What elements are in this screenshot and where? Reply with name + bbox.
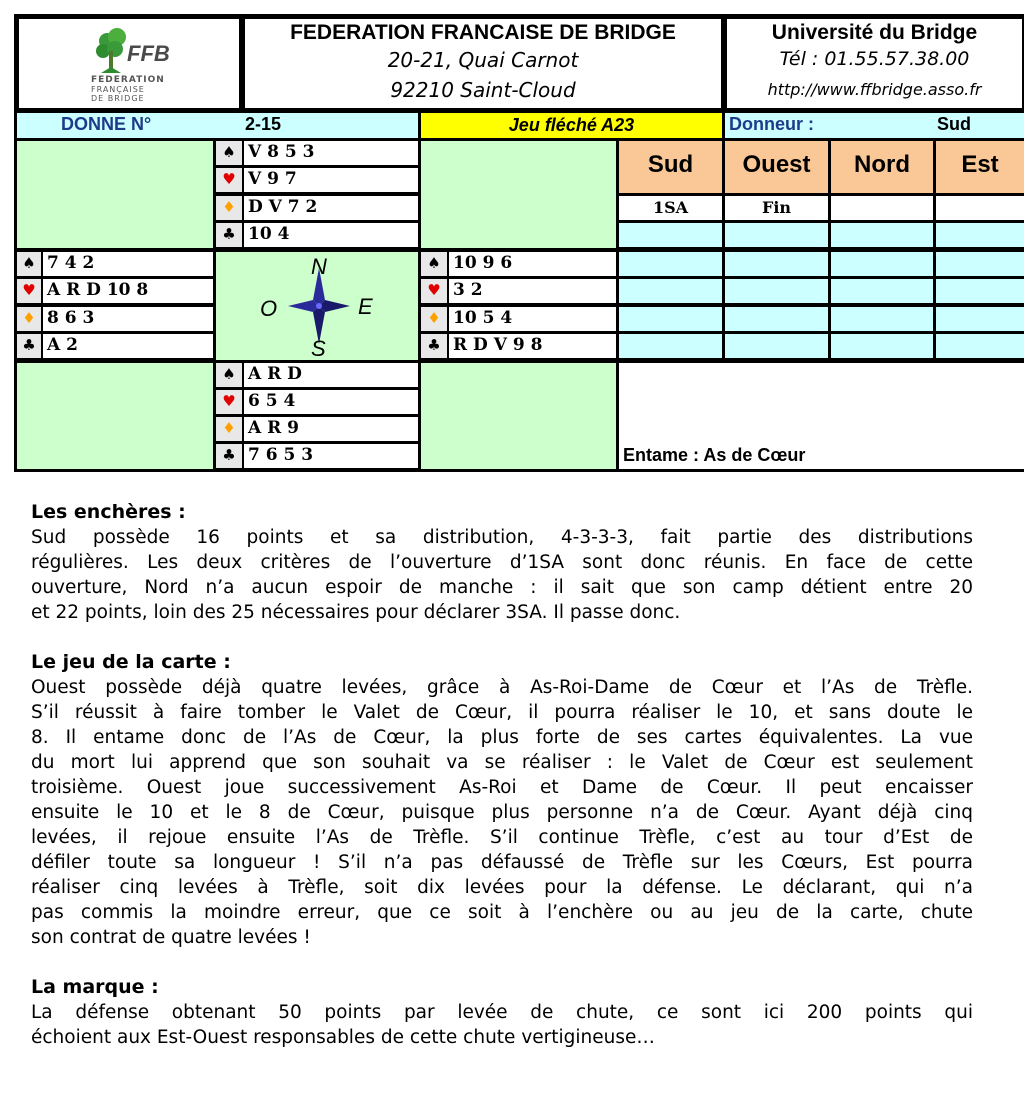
south-diamonds: A R 9 [244, 417, 418, 441]
west-heart-icon: ♥ [17, 279, 41, 303]
section-line: ensuite le 10 et le 8 de Cœur, puisque plus personne n’a de Cœur. Ayant déjà cinq [31, 802, 973, 823]
east-club-icon: ♣ [421, 334, 447, 358]
compass-o: O [260, 296, 278, 321]
logo-text: FFB [127, 41, 170, 66]
address-line1: 20-21, Quai Carnot [387, 48, 579, 72]
section-line: ouverture, Nord n’a aucun espoir de manche : il sait que son camp détient entre 20 [31, 577, 973, 598]
north-club-icon: ♣ [216, 223, 242, 247]
bid-cell-ouest [725, 223, 828, 247]
section-line: pas commis la moindre erreur, que ce soit à l’enchère ou au jeu de la carte, chute [31, 902, 973, 923]
compass-s: S [311, 336, 326, 361]
section-line: régulières. Les deux critères de l’ouverture d’1SA sont donc réunis. En face de cette [31, 552, 973, 573]
deal-title: Jeu fléché A23 [508, 115, 635, 135]
deal-title-cell [421, 113, 722, 138]
bid-cell-est [936, 196, 1024, 220]
bid-cell-sud [619, 223, 722, 247]
west-spade-icon: ♠ [17, 252, 41, 276]
north-diamond-icon: ♦ [216, 196, 242, 220]
north-spade-icon: ♠ [216, 141, 242, 165]
donne-label-cell [17, 113, 418, 138]
corner-sw [17, 363, 213, 469]
north-diamonds: D V 7 2 [244, 196, 418, 220]
east-heart-icon: ♥ [421, 279, 447, 303]
north-heart-icon: ♥ [216, 168, 242, 192]
corner-se [421, 363, 616, 469]
section-line: Sud possède 16 points et sa distribution, 4-3-3-3, fait partie des distributions [31, 527, 973, 548]
east-spade-icon: ♠ [421, 252, 447, 276]
section-line: S’il réussit à faire tomber le Valet de Cœur, il pourra réaliser le 10, et sans doute le [31, 702, 973, 723]
bid-cell-est [936, 334, 1024, 358]
south-clubs: 7 6 5 3 [244, 444, 418, 468]
south-club-icon: ♣ [216, 444, 242, 468]
section-bidding [31, 500, 973, 625]
section-heading: Les enchères : [31, 501, 186, 523]
section-line: La défense obtenant 50 points par levée de chute, ce sont ici 200 points qui [31, 1002, 973, 1023]
federation-cell [243, 17, 723, 110]
east-spades: 10 9 6 [449, 252, 616, 276]
bid-cell-sud [619, 307, 722, 331]
section-line: et 22 points, loin des 25 nécessaires pour déclarer 3SA. Il passe donc. [31, 602, 681, 623]
dealer-cell [725, 113, 1024, 138]
bid-cell-nord [831, 279, 933, 303]
bid-cell-sud [619, 252, 722, 276]
opening-lead: Entame : As de Cœur [623, 445, 806, 465]
section-heading: La marque : [31, 976, 159, 998]
bid-cell-ouest: Fin [725, 196, 828, 220]
south-diamond-icon: ♦ [216, 417, 242, 441]
bid-cell-est [936, 307, 1024, 331]
commentary [31, 500, 973, 1050]
section-line: Ouest possède déjà quatre levées, grâce à As-Roi-Dame de Cœur et l’As de Trèfle. [31, 677, 973, 698]
west-hearts: A R D 10 8 [43, 279, 213, 303]
section-line: 8. Il entame donc de l’As de Cœur, la plus forte de ses cartes équivalentes. La vue [31, 727, 973, 748]
west-diamond-icon: ♦ [17, 307, 41, 331]
address-line2: 92210 Saint-Cloud [390, 78, 576, 102]
east-diamond-icon: ♦ [421, 307, 447, 331]
federation-title: FEDERATION FRANCAISE DE BRIDGE [290, 21, 676, 44]
bid-cell-ouest [725, 252, 828, 276]
bid-cell-nord [831, 307, 933, 331]
bid-cell-est [936, 223, 1024, 247]
logo-sub-1: FEDERATION [91, 75, 165, 85]
corner-nw [17, 141, 213, 248]
university-cell [725, 17, 1024, 110]
bid-cell-est [936, 252, 1024, 276]
logo-sub-2: FRANÇAISE [91, 85, 145, 94]
bid-cell-sud: 1SA [619, 196, 722, 220]
lead-cell [619, 363, 1024, 469]
south-hearts: 6 5 4 [244, 390, 418, 414]
bid-cell-ouest [725, 279, 828, 303]
phone: Tél : 01.55.57.38.00 [779, 48, 970, 70]
bid-cell-est [936, 279, 1024, 303]
south-heart-icon: ♥ [216, 390, 242, 414]
west-spades: 7 4 2 [43, 252, 213, 276]
north-spades: V 8 5 3 [244, 141, 418, 165]
east-hearts: 3 2 [449, 279, 616, 303]
compass-e: E [358, 294, 373, 319]
university-name: Université du Bridge [771, 21, 978, 44]
bid-header-est: Est [936, 141, 1024, 193]
section-play [31, 650, 973, 950]
bid-cell-nord [831, 196, 933, 220]
logo-sub-3: DE BRIDGE [91, 94, 145, 103]
bid-cell-nord [831, 334, 933, 358]
donne-label: DONNE N° [61, 114, 152, 134]
west-diamonds: 8 6 3 [43, 307, 213, 331]
compass-n: N [311, 254, 327, 279]
website: http://www.ffbridge.asso.fr [767, 80, 982, 99]
logo-cell [17, 17, 241, 110]
section-line: défiler toute sa longueur ! S’il n’a pas défaussé de Trèfle sur les Cœurs, Est pourra [31, 852, 973, 873]
bid-cell-nord [831, 223, 933, 247]
section-line: échoient aux Est-Ouest responsables de cette chute vertigineuse… [31, 1027, 655, 1048]
dealer-value: Sud [937, 114, 971, 134]
section-line: levées, il rejoue ensuite l’As de Trèfle. S’il continue Trèfle, c’est au tour d’Est de [31, 827, 973, 848]
compass-box [216, 252, 418, 360]
bid-cell-ouest [725, 334, 828, 358]
bid-header-sud: Sud [619, 141, 722, 193]
bid-header-ouest: Ouest [725, 141, 828, 193]
north-hearts: V 9 7 [244, 168, 418, 192]
west-clubs: A 2 [43, 334, 213, 358]
corner-ne [421, 141, 616, 248]
south-spade-icon: ♠ [216, 363, 242, 387]
east-clubs: R D V 9 8 [449, 334, 616, 358]
bid-cell-ouest [725, 307, 828, 331]
section-line: son contrat de quatre levées ! [31, 927, 311, 948]
dealer-label: Donneur : [729, 114, 814, 134]
bid-cell-sud [619, 279, 722, 303]
section-line: réaliser cinq levées à Trèfle, soit dix levées pour la défense. Le déclarant, qui n’a [31, 877, 973, 898]
bid-cell-nord [831, 252, 933, 276]
section-line: du mort lui apprend que son souhait va se réaliser : le Valet de Cœur est seulement [31, 752, 973, 773]
section-line: troisième. Ouest joue successivement As-Roi et Dame de Cœur. Il peut encaisser [31, 777, 973, 798]
south-spades: A R D [244, 363, 418, 387]
section-heading: Le jeu de la carte : [31, 651, 231, 673]
donne-number: 2-15 [245, 114, 282, 134]
west-club-icon: ♣ [17, 334, 41, 358]
north-clubs: 10 4 [244, 223, 418, 247]
bid-header-nord: Nord [831, 141, 933, 193]
section-score [31, 975, 973, 1050]
east-diamonds: 10 5 4 [449, 307, 616, 331]
bid-cell-sud [619, 334, 722, 358]
